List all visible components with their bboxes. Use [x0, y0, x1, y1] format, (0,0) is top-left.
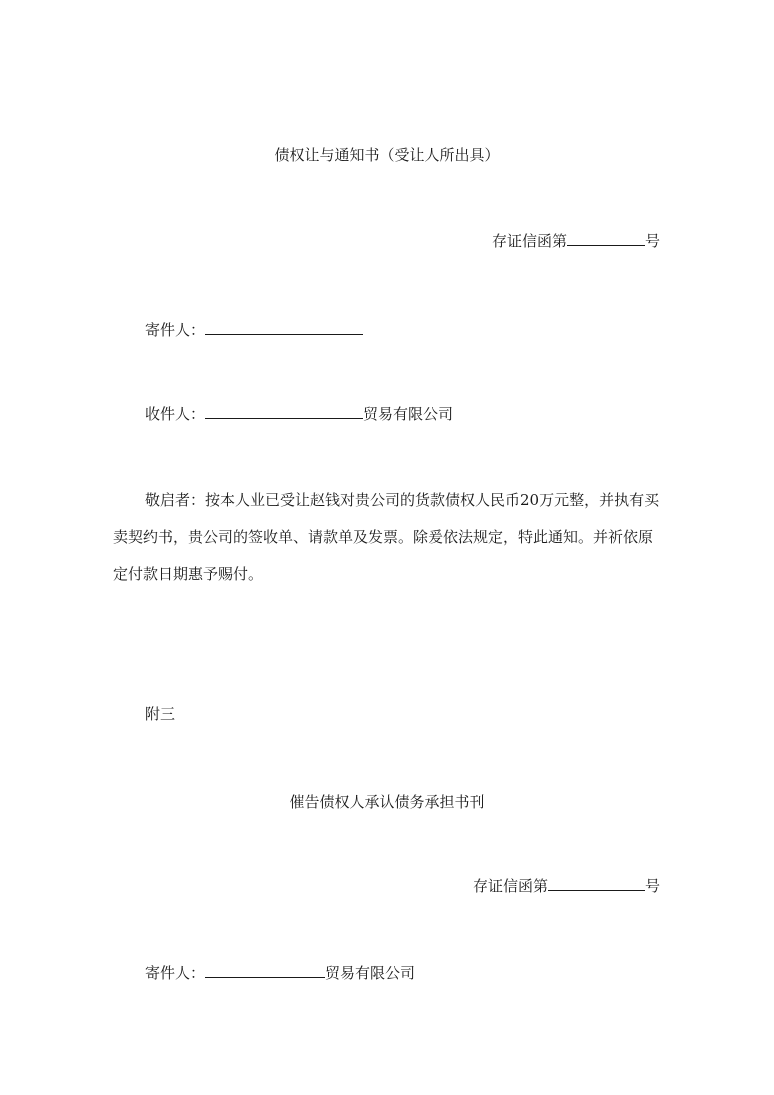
- recipient-suffix: 贸易有限公司: [363, 405, 454, 423]
- document-title: [0, 145, 774, 165]
- appendix-title: [0, 792, 774, 812]
- appendix-sender-suffix: 贸易有限公司: [325, 964, 416, 982]
- appendix-title-text: 催告债权人承认债务承担书刊: [289, 793, 485, 811]
- body-line: 定付款日期惠予赐付。: [113, 565, 264, 583]
- appendix-sender-label: 寄件人：: [145, 964, 206, 982]
- appendix-ref-suffix: 号: [644, 877, 660, 895]
- ref-number-blank: [567, 229, 645, 246]
- body-line: 卖契约书，贵公司的签收单、请款单及发票。除爰依法规定，特此通知。并祈依原: [113, 528, 654, 546]
- ref-suffix: 号: [644, 232, 660, 250]
- appendix-reference-number-line: [473, 874, 660, 896]
- reference-number-line: [492, 229, 660, 251]
- body-line: 敬启者：按本人业已受让赵钱对贵公司的货款债权人民币20万元整，并执有买: [145, 491, 660, 509]
- sender-line: [145, 318, 363, 340]
- ref-prefix: 存证信函第: [491, 232, 567, 250]
- sender-blank: [205, 318, 363, 335]
- sender-label: 寄件人：: [145, 321, 206, 339]
- appendix-label-text: 附三: [145, 705, 176, 723]
- title-text: 债权让与通知书（受让人所出具）: [274, 146, 500, 164]
- appendix-ref-number-blank: [548, 874, 645, 891]
- appendix-sender-blank: [205, 961, 325, 978]
- appendix-ref-prefix: 存证信函第: [472, 877, 548, 895]
- appendix-label: [145, 704, 175, 724]
- notice-body: [113, 490, 660, 600]
- recipient-label: 收件人：: [145, 405, 206, 423]
- recipient-line: [145, 402, 453, 424]
- recipient-blank: [205, 402, 363, 419]
- appendix-sender-line: [145, 961, 415, 983]
